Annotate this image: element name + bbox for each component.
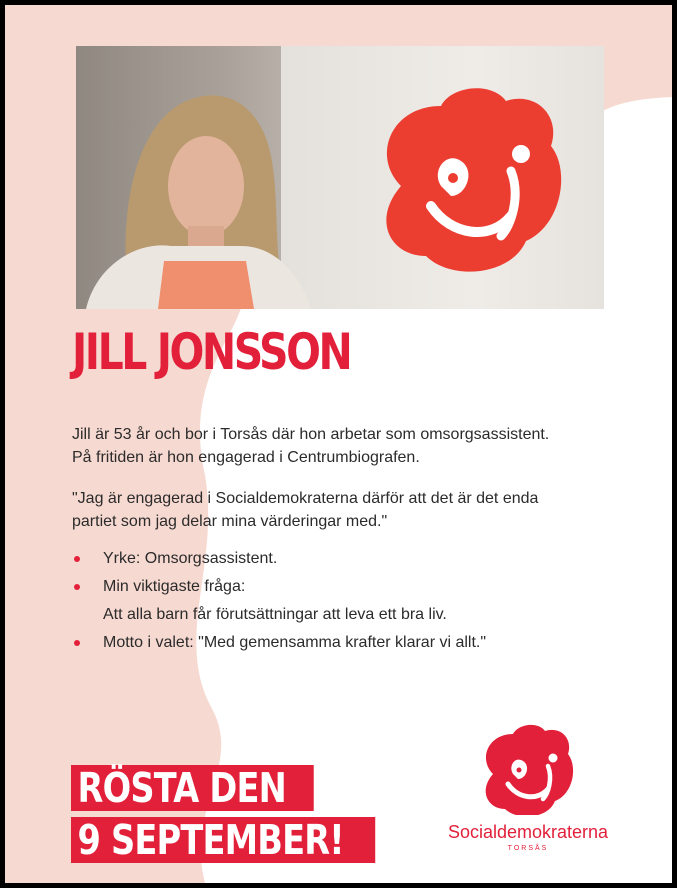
rose-logo-icon <box>473 719 583 815</box>
intro-line: På fritiden är hon engagerad i Centrumbiografen. <box>72 449 420 466</box>
fact-text: Att alla barn får förutsättningar att leva ett bra liv. <box>103 606 447 623</box>
fact-text: Min viktigaste fråga: <box>103 578 246 595</box>
bullet-icon <box>74 640 80 646</box>
quote-line: partiet som jag delar mina värderingar med." <box>72 513 388 530</box>
candidate-quote <box>72 487 632 533</box>
fact-item <box>72 573 632 629</box>
campaign-poster <box>5 5 672 883</box>
bullet-icon <box>74 584 80 590</box>
party-logo-block <box>443 719 613 852</box>
intro-text <box>72 423 632 469</box>
candidate-name: JILL JONSSON <box>72 323 351 381</box>
party-name: Socialdemokraterna <box>447 822 609 842</box>
fact-item <box>72 629 632 657</box>
vote-call-to-action <box>71 765 442 869</box>
fact-item <box>72 545 632 573</box>
cta-line-1: RÖSTA DEN <box>71 765 314 811</box>
cta-line-2: 9 SEPTEMBER! <box>71 817 375 863</box>
party-branch: TORSÅS <box>507 845 549 852</box>
candidate-facts <box>72 545 632 657</box>
quote-line: "Jag är engagerad i Socialdemokraterna därför att det är det enda <box>72 490 539 507</box>
fact-text: Motto i valet: "Med gemensamma krafter klarar vi allt." <box>103 634 487 651</box>
candidate-photo <box>76 46 604 309</box>
fact-text: Yrke: Omsorgsassistent. <box>103 550 278 567</box>
intro-line: Jill är 53 år och bor i Torsås där hon arbetar som omsorgsassistent. <box>72 426 550 443</box>
bullet-icon <box>74 556 80 562</box>
